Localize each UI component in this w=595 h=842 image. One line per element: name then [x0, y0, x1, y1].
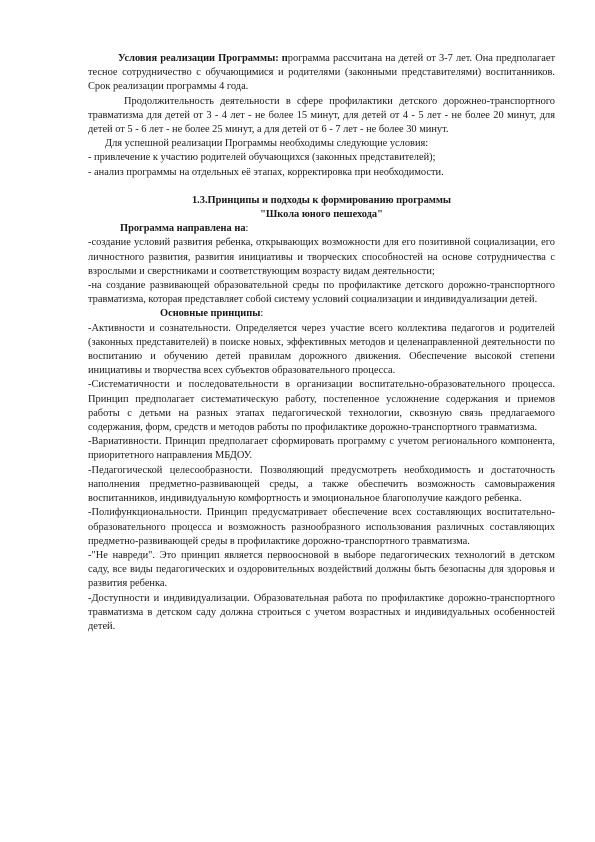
principle-item: -Вариативности. Принцип предполагает сформировать программу с учетом регионального компонента, приоритетного направления МБДОУ.: [88, 436, 555, 462]
aim-item: -создание условий развития ребенка, открывающих возможности для его позитивной социализации, его личностного развития, развития инициативы и творческих способностей на основе сотрудничества с взрослыми и сверстниками и соответствующим возрасту видам деятельности;: [88, 237, 555, 277]
conditions-lead: Условия реализации Программы: п: [118, 53, 288, 64]
principle-item: -Систематичности и последовательности в организации воспитательно-образовательного процесса. Принцип предполагает систематическую работу, постепенное усложнение содержания и приемов работы с детьми на разных этапах педагогической технологии, сквозную связь предлагаемого содержания, форм, средств и методов работы по профилактике дорожно-транспортного травматизма.: [88, 379, 555, 434]
aims-heading-text: Программа направлена на: [120, 223, 246, 235]
spacer: [88, 180, 555, 194]
principles-heading-text: Основные принципы: [160, 308, 261, 320]
requirement-item: - анализ программы на отдельных её этапах, корректировка при необходимости.: [88, 166, 444, 178]
conditions-paragraph: [88, 52, 555, 95]
principle-item: -Активности и сознательности. Определяется через участие всего коллектива педагогов и родителей (законных представителей) в поиске новых, эффективных методов и целенаправленной деятельности по воспитанию и обучению детей правилам дорожного движения. Обеспечение высокой степени инициативы и творчества всех субъектов образовательного процесса.: [88, 322, 555, 377]
principle-item: -Педагогической целесообразности. Позволяющий предусмотреть необходимость и достаточность наполнения предметно-развивающей среды, а также обеспечить возможность самовыражения воспитанников, индивидуальную комфортность и эмоциональное благополучие каждого ребенка.: [88, 464, 555, 505]
requirements-intro: Для успешной реализации Программы необходимы следующие условия:: [105, 138, 429, 150]
conditions-text: рограмма рассчитана на детей от 3-7 лет. Она предполагает тесное сотрудничество с обучающимися и родителями (законными представителями) воспитанников. Срок реализации программы 4 года.: [88, 53, 555, 93]
document-page: [88, 52, 555, 634]
principles-heading-suffix: :: [260, 308, 264, 320]
principle-item: -Полифункциональности. Принцип предусматривает обеспечение всех составляющих воспитательно-образовательного процесса и возможность разнообразного использования различных составляющих предметно-развивающей среды в профилактике дорожно-транспортного травматизма.: [88, 507, 555, 547]
principle-item: -"Не навреди". Это принцип является первоосновой в выборе педагогических технологий в детском саду, все виды педагогических и оздоровительных воздействий должны быть безопасны для здоровья и развития ребенка.: [88, 549, 555, 590]
aims-heading: [88, 222, 555, 236]
aim-item: -на создание развивающей образовательной среды по профилактике детского дорожно-транспортного травматизма, которая представляет собой систему условий социализации и индивидуализации детей.: [88, 280, 555, 306]
aims-heading-suffix: :: [245, 223, 249, 235]
section-subtitle: "Школа юного пешехода": [260, 209, 383, 221]
duration-paragraph: Продолжительность деятельности в сфере профилактики детского дорожнео-транспортного травматизма для детей от 3 - 4 лет - не более 15 минут, для детей от 4 - 5 лет - не более 20 минут, для детей от 5 - 6 лет - не более 25 минут, а для детей от 6 - 7 лет - не более 30 минут.: [88, 95, 555, 136]
principles-heading: [88, 307, 555, 321]
section-title: 1.3.Принципы и подходы к формированию программы: [191, 194, 452, 206]
requirement-item: - привлечение к участию родителей обучающихся (законных представителей);: [88, 152, 436, 164]
principle-item: -Доступности и индивидуализации. Образовательная работа по профилактике дорожно-транспортного травматизма в детском саду должна строиться с учетом возрастных и индивидуальных особенностей детей.: [88, 592, 555, 632]
